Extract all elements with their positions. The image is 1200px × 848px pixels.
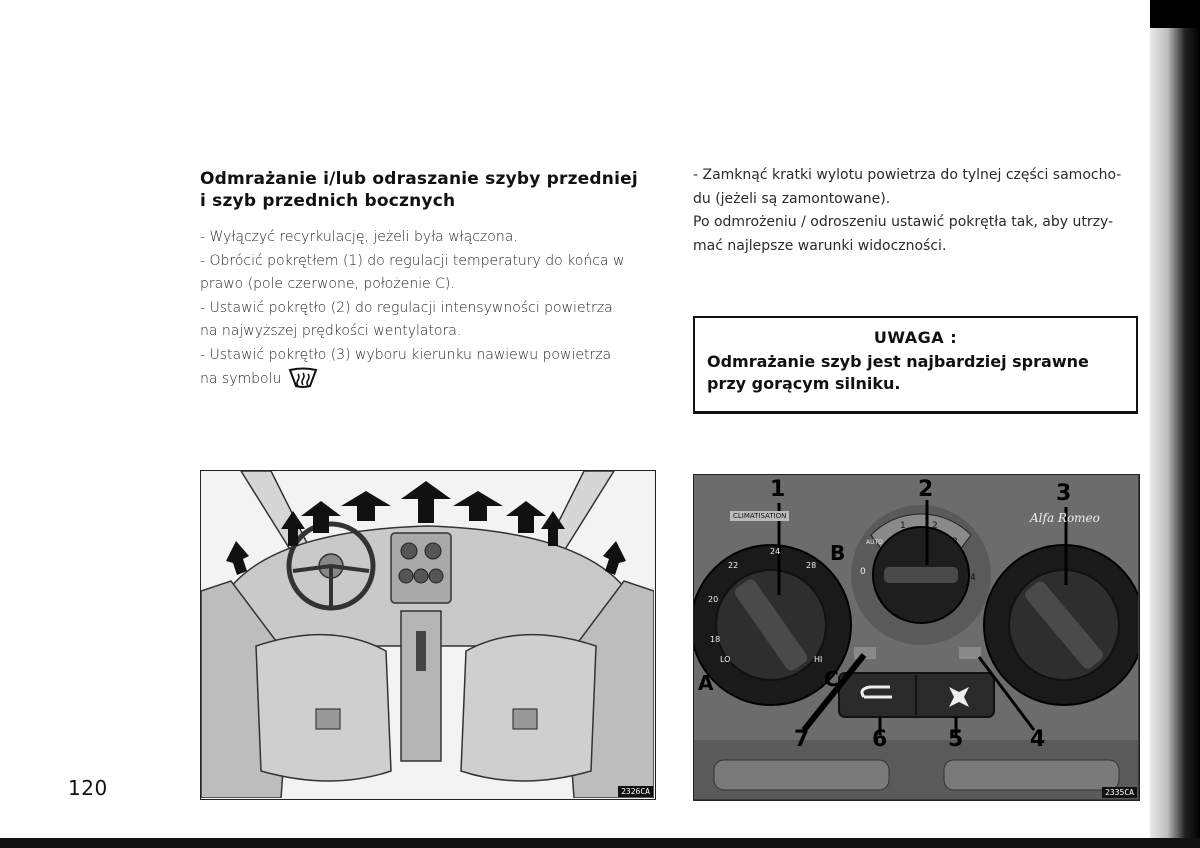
- left-line: - Ustawić pokrętło (2) do regulacji intensywności powietrza: [200, 299, 613, 316]
- figure-code: 2326CA: [618, 786, 653, 797]
- figure-code: 2335CA: [1102, 787, 1137, 798]
- left-line: prawo (pole czerwone, położenie C).: [200, 276, 455, 292]
- dial1-label-20: 20: [708, 595, 719, 604]
- left-line: na najwyższej prędkości wentylatora.: [200, 323, 462, 339]
- left-line: - Ustawić pokrętło (3) wyboru kierunku nawiewu powietrza: [200, 346, 612, 363]
- right-line: mać najlepsze warunki widoczności.: [693, 237, 947, 254]
- heading-line-1: Odmrażanie i/lub odraszanie szyby przedniej: [200, 169, 638, 189]
- heading-line-2: i szyb przednich bocznych: [200, 191, 456, 211]
- letter-b: B: [830, 541, 846, 565]
- left-line-last: [200, 367, 660, 398]
- windshield-defrost-icon: [288, 367, 318, 398]
- callout-5: 5: [948, 727, 964, 752]
- warning-title: UWAGA :: [873, 328, 958, 347]
- right-line: du (jeżeli są zamontowane).: [693, 190, 891, 207]
- dial1-label-28: 28: [806, 561, 817, 570]
- dial2-label-auto: AUTO: [866, 539, 883, 546]
- letter-a: A: [698, 671, 714, 695]
- dial1-label-24: 24: [770, 547, 781, 556]
- brand-logo-text: Alfa Romeo: [1030, 511, 1100, 525]
- dial2-label-4: 4: [970, 573, 976, 583]
- dial1-label-lo: LO: [720, 655, 731, 664]
- callout-6: 6: [872, 727, 888, 752]
- dial2-label-3: 3: [952, 537, 958, 547]
- left-column-text: [200, 226, 660, 398]
- dial1-label-hi: HI: [814, 655, 823, 664]
- dial2-label-2: 2: [932, 521, 938, 531]
- page-corner: [1150, 0, 1200, 28]
- right-column-text: [693, 164, 1163, 258]
- warning-box: [693, 316, 1138, 414]
- left-line: - Wyłączyć recyrkulację, jeżeli była włączona.: [200, 229, 518, 245]
- dial1-label-22: 22: [728, 561, 739, 570]
- callout-3: 3: [1056, 481, 1072, 506]
- callout-1: 1: [770, 477, 786, 502]
- callout-4: 4: [1030, 727, 1046, 752]
- right-line: - Zamknąć kratki wylotu powietrza do tylnej części samocho-: [693, 167, 1122, 183]
- left-line-text: na symbolu: [200, 371, 282, 387]
- dial2-label-1: 1: [900, 521, 906, 531]
- section-heading: [200, 168, 660, 212]
- climatisation-badge: CLIMATISATION: [730, 511, 789, 521]
- callout-2: 2: [918, 477, 934, 502]
- page-number: 120: [68, 776, 108, 800]
- left-line: - Obrócić pokrętłem (1) do regulacji temperatury do końca w: [200, 252, 625, 269]
- dial2-label-0: 0: [860, 567, 866, 577]
- climate-control-panel-figure: [693, 474, 1140, 801]
- right-line: Po odmrożeniu / odroszeniu ustawić pokrętła tak, aby utrzy-: [693, 214, 1114, 230]
- page-bottom-edge: [0, 838, 1200, 848]
- callout-7: 7: [794, 727, 810, 752]
- warning-text-1: Odmrażanie szyb jest najbardziej sprawne: [707, 352, 1089, 371]
- letter-c: C: [824, 667, 839, 691]
- warning-text-2: przy gorącym silniku.: [707, 374, 901, 393]
- page-edge-shadow: [1150, 0, 1200, 848]
- car-interior-airflow-figure: [200, 470, 656, 800]
- dial1-label-18: 18: [710, 635, 721, 644]
